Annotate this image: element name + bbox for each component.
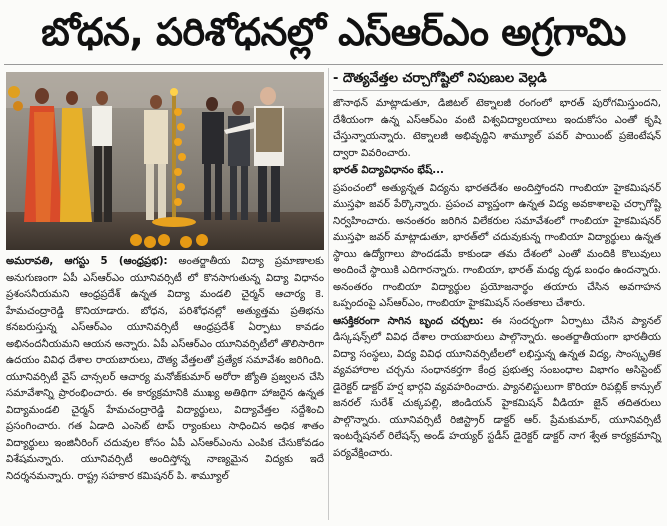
left-column (6, 254, 324, 485)
column-divider (328, 68, 329, 520)
subheadline-box (333, 68, 661, 91)
headline: బోధన, పరిశోధనల్లో ఎస్‌ఆర్‌ఎం అగ్రగామి (41, 10, 626, 54)
right-paragraph-3-text: ఈ సందర్భంగా ఏర్పాటు చేసిన ప్యానల్ డిస్కషన్స్‌లో వివిధ దేశాల రాయబారులు పాల్గొన్నారు. అంతర్జాతీయంగా భారతీయ విద్యా సంస్థలు, విద్య వివిధ యూనివర్సిటీలలో లభిస్తున్న ఉన్నత విద్య, సాంస్కృతిక వ్యవహారాల చర్చను సంధానకర్తగా కేంద్ర ప్రభుత్వ సంబంధాల విభాగం అసిస్టెంట్ డైరెక్టర్ డాక్టర్ హర్ష భార్గవి వ్యవహరించారు. ప్యానలిస్టులుగా కొరియా రిపబ్లిక్ కాన్సుల్ జనరల్ సురేశ్ చుక్కపల్లి, జిండియన్ హైకమిషన్ వీడియా జైన్ తదితరులు పాల్గొన్నారు. యూనివర్సిటీ రిజిస్ట్రార్ డాక్టర్ ఆర్. ప్రేమకుమార్, యూనివర్సిటీ ఇంటర్నేషనల్ రిలేషన్స్ అండ్ హయ్యర్ స్టడీస్ డైరెక్టర్ డాక్టర్ నాగ శ్వేత కార్యక్రమాన్ని పర్యవేక్షించారు. (333, 315, 661, 459)
section-heading-1: భారత్ విద్యావిధానం భేష్... (333, 165, 444, 176)
right-column (333, 96, 661, 463)
dateline: అమరావతి, ఆగస్టు 5 (ఆంధ్రప్రభ): (6, 256, 168, 267)
subheadline: - దౌత్యవేత్తల చర్చాగోష్టిలో నిపుణుల వెల్లడి (333, 71, 547, 86)
section-heading-2: ఆసక్తికరంగా సాగిన బృంద చర్చలు: (333, 315, 484, 327)
right-paragraph-1: జొనాథన్ మాట్లాడుతూ, డిజిటల్ టెక్నాలజీ రంగంలో భారత్ పురోగమిస్తుందని, దేశీయంగా ఉన్న ఎస్‌ఆర్‌ఎం వంటి విశ్వవిద్యాలయాలు ఇందుకోసం ఎంతో కృషి చేస్తున్నాయన్నారు. టెక్నాలజీ అభివృద్ధిని శామ్యూల్ పవర్ పాయింట్ ప్రజెంటేషన్ ద్వారా వివరించారు. (333, 98, 661, 159)
headline-divider (4, 64, 663, 65)
news-photo (6, 72, 324, 250)
right-paragraph-2: ప్రపంచంలో అత్యున్నత విద్యను భారతదేశం అందిస్తోందని గాంబియా హైకమిషనర్ ముస్తఫా జవర్ పేర్కొన్నారు. ప్రపంచ వ్యాప్తంగా ఉన్నత విద్య అవకాశాలపై చర్చాగోష్టి నిర్వహించారు. అనంతరం జరిగిన విలేకరుల సమావేశంలో గాంబియా హైకమిషనర్ ముస్తఫా జవర్ మాట్లాడుతూ, భారత్‌లో చదువుకున్న గాంబియా విద్యార్థులు ఉన్నత స్థాయి ఉద్యోగాలు పొందడమే కాకుండా తమ దేశంలో ఎంతో మందికి కొలువులు అందించే స్థాయికి ఎదిగారన్నారు. గాంబియా, భారత్ మధ్య దృఢ బంధం ఉందన్నారు. అనంతరం గాంబియా విద్యార్థుల ప్రయోజనార్థం తయారు చేసిన అవగాహన ఒప్పందంపై ఎస్‌ఆర్‌ఎం, గాంబియా హైకమిషన్ సంతకాలు చేశారు. (333, 182, 661, 309)
left-paragraph (6, 254, 324, 485)
right-paragraph-3 (333, 314, 661, 463)
lead-text: అంతర్జాతీయ విద్యా ప్రమాణాలకు అనుగుణంగా ఏపీ ఎస్‌ఆర్‌ఎం యూనివర్సిటీ లో కొనసాగుతున్న విద్యా విధానం ప్రశంసనీయమని ఆంధ్రప్రదేశ్ ఉన్నత విద్యా మండలి చైర్మన్ ఆచార్య కె. హేమచంద్రారెడ్డి కొనియాడారు. బోధన, పరిశోధనల్లో అత్యుత్తమ ప్రతిభను కనబరుస్తున్న ఎస్‌ఆర్‌ఎం యూనివర్సిటీ ఆంధ్రప్రదేశ్ ఏర్పాటు కావడం అభినందనీయమని ఆయన అన్నారు. ఏపీ ఎస్‌ఆర్‌ఎం యూనివర్సిటీలో తొలిసారిగా ఉదయం వివిధ దేశాల రాయబారులు, దౌత్య వేత్తలతో ప్రత్యేక సమావేశం జరిగింది. యూనివర్సిటీ వైస్ చాన్సలర్ ఆచార్య మనోజ్‌కుమార్ అరోరా జ్యోతి ప్రజ్వలన చేసి సమావేశాన్ని ప్రారంభించారు. ఈ కార్యక్రమానికి ముఖ్య అతిథిగా హాజరైన ఉన్నత విద్యామండలి చైర్మన్ హేమచంద్రారెడ్డి విద్యార్థులు, విద్యావేత్తల సద్దేశించి ప్రసంగించారు. గత ఏడాది ఎంసెట్ టాప్ ర్యాంకులు సాధించిన అధిక శాతం విద్యార్థులు ఇంజినీరింగ్ చదువుల కోసం ఏపీ ఎస్‌ఆర్‌ఎంను ఎంపిక చేసుకోవడం విశేషమన్నారు. యూనివర్సిటీ అందిస్తోన్న నాణ్యమైన విద్యకు ఇదే నిదర్శనమన్నారు. రాష్ట్ర సహకార కమిషనర్ పి. శామ్యూల్ (6, 256, 324, 482)
